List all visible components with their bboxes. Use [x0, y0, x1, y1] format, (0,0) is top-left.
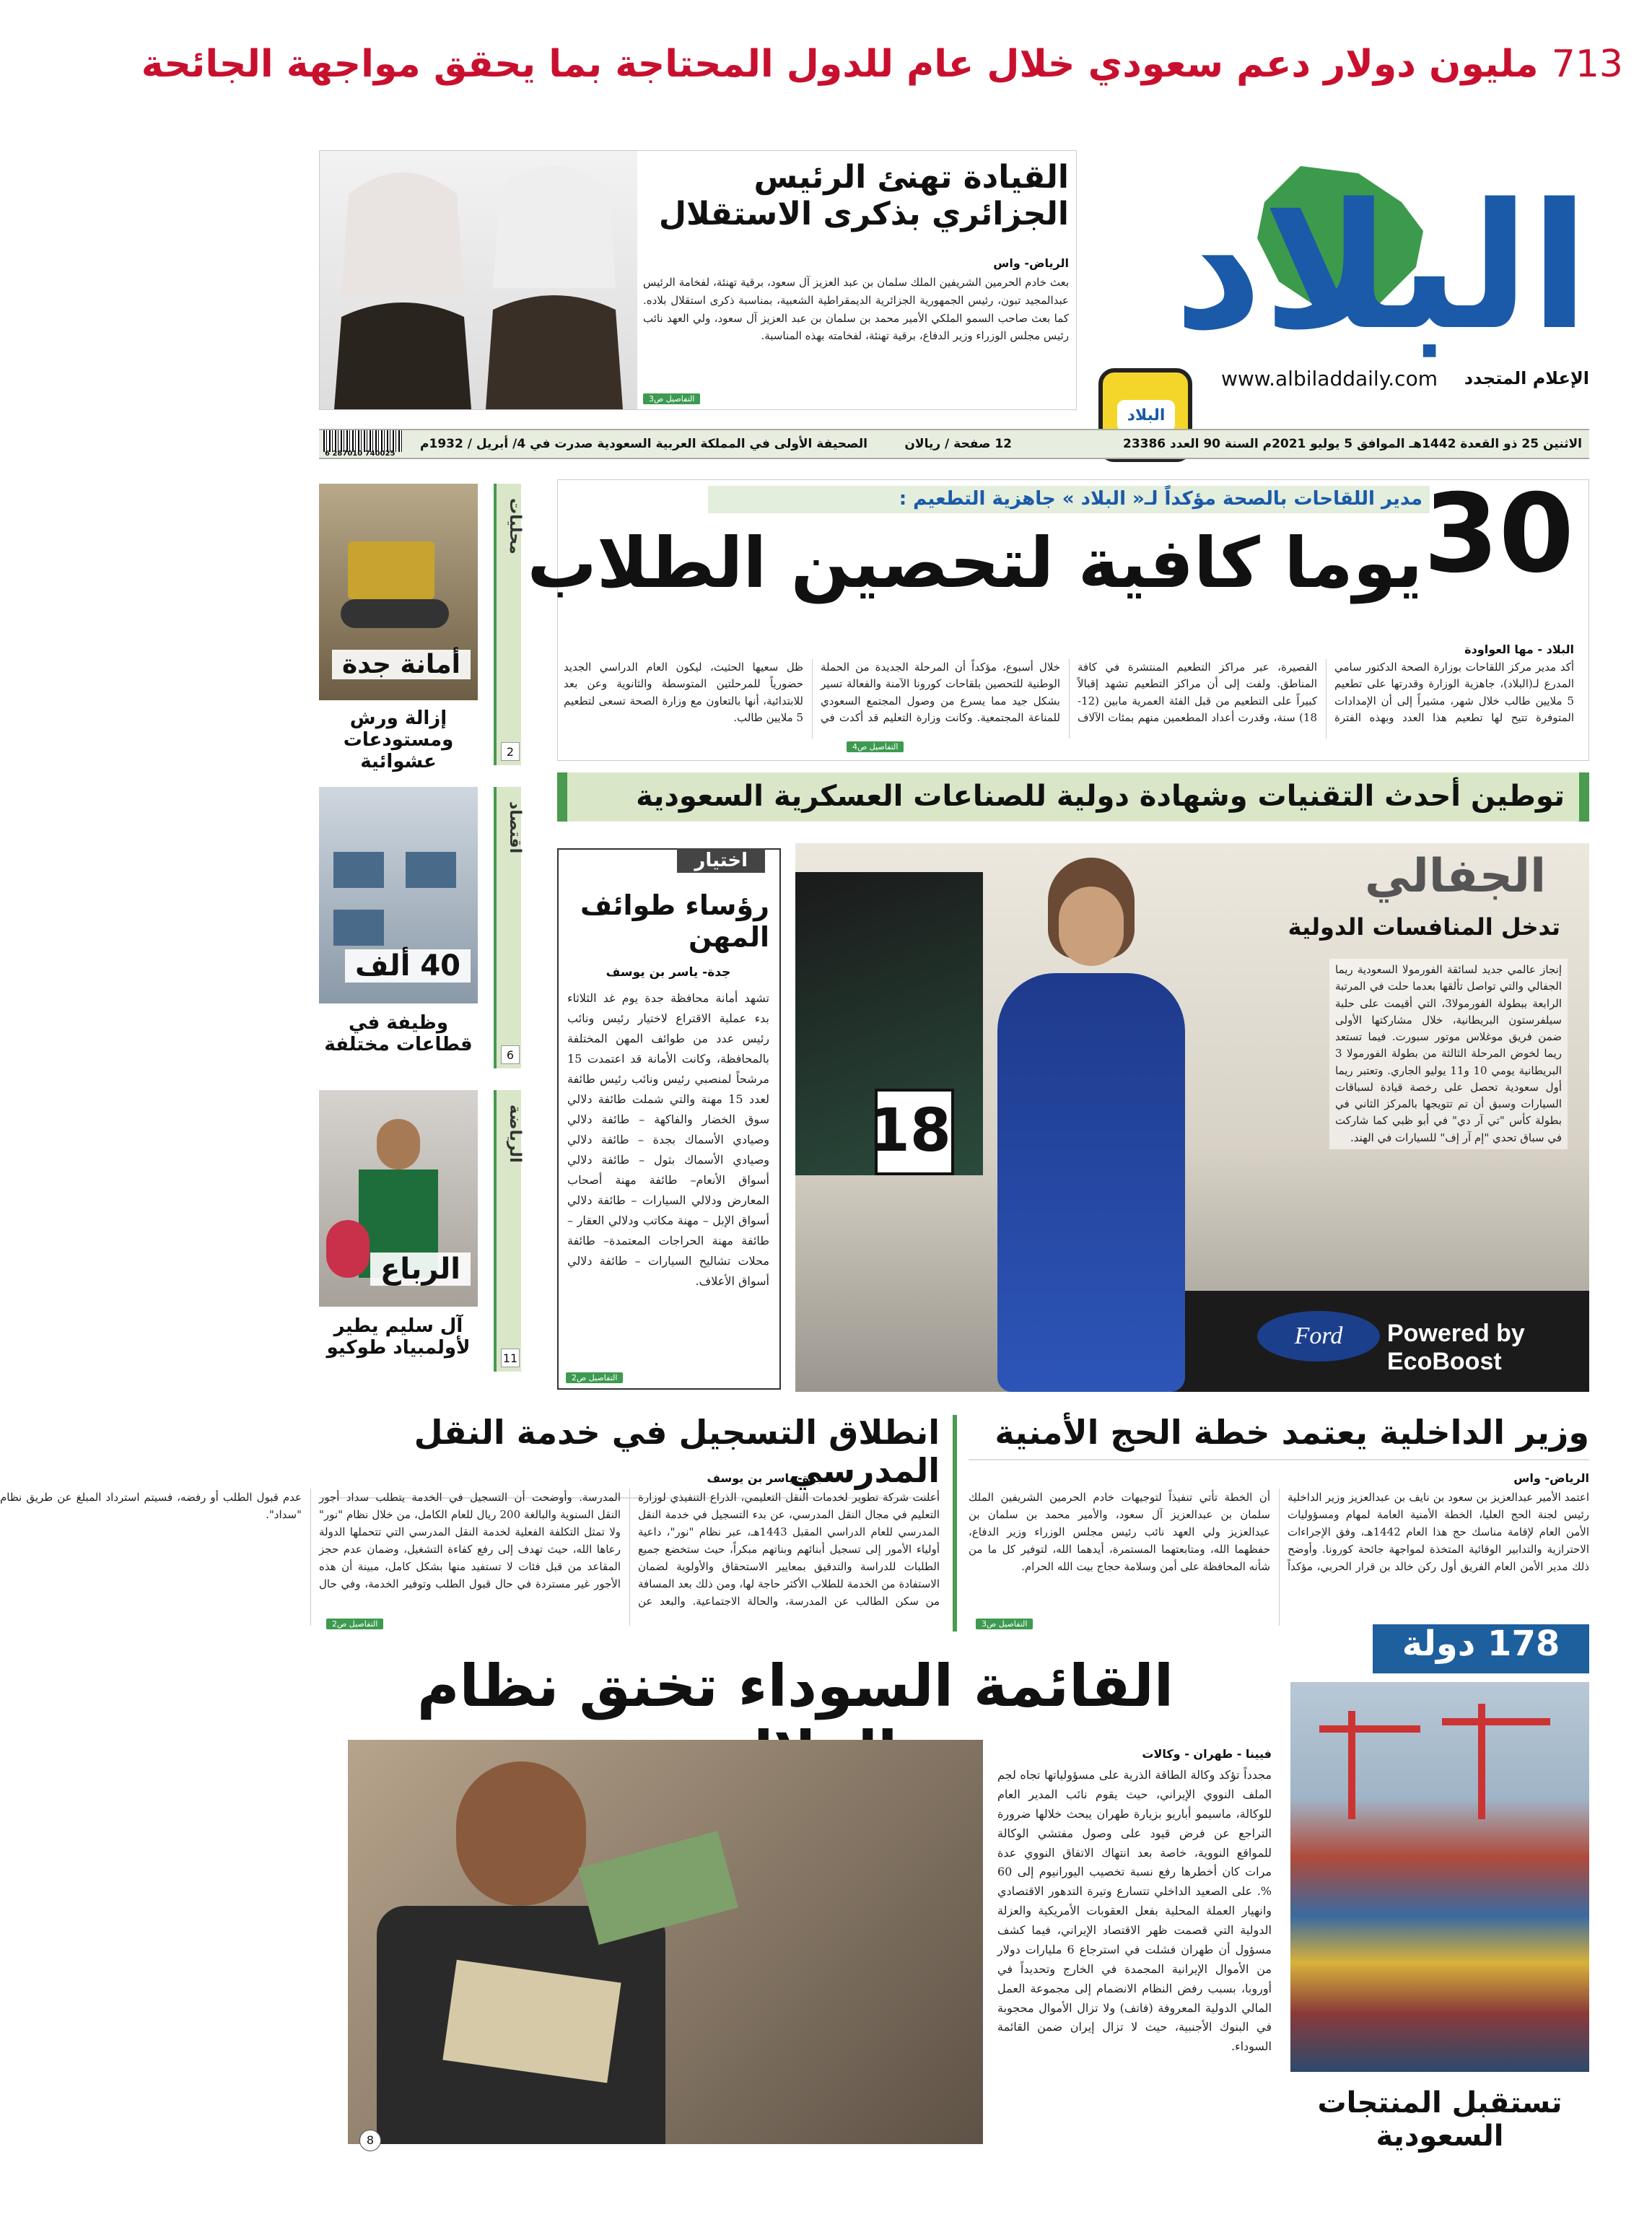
- section-tab-economy: [494, 787, 524, 1068]
- racer-feature: [795, 843, 1589, 1392]
- port-photo: [1290, 1682, 1589, 2072]
- hajj-story: [969, 1414, 1589, 1630]
- transport-story: [0, 1413, 940, 1630]
- exports-title: [1373, 1624, 1589, 1673]
- money-photo: [348, 1740, 983, 2144]
- teaser-overlay-local: أمانة جدة: [332, 650, 471, 679]
- teaser-local[interactable]: [319, 484, 524, 772]
- iran-page: 8: [359, 2130, 381, 2151]
- teaser-caption-sports: آل سليم يطير لأولمبياد طوكيو: [326, 1315, 471, 1359]
- election-headline: رؤساء طوائف المهن: [580, 889, 769, 953]
- exports-box: [1290, 1624, 1589, 2153]
- main-byline: البلاد - مها العواودة: [1464, 643, 1574, 656]
- election-tag: اختيار: [677, 848, 765, 873]
- main-more[interactable]: التفاصيل ص4: [847, 741, 904, 752]
- racer-headline: تدخل المنافسات الدولية: [1288, 913, 1560, 941]
- racer-name: الجفالي: [1365, 850, 1546, 903]
- transport-byline: جدة- ياسر بن يوسف: [707, 1471, 824, 1485]
- transport-headline: انطلاق التسجيل في خدمة النقل المدرسي: [319, 1414, 940, 1499]
- section-page-economy: 6: [501, 1045, 520, 1064]
- snap-label: البلاد: [1117, 400, 1175, 432]
- lead-top-story: [319, 150, 1077, 410]
- leaders-illustration: [320, 151, 637, 409]
- section-page-local: 2: [501, 742, 520, 761]
- section-page-sports: 11: [501, 1349, 520, 1367]
- main-headline: يوما كافية لتحصين الطلاب: [527, 523, 1422, 604]
- exports-title-text: 178 دولة: [1402, 1624, 1560, 1664]
- teaser-economy[interactable]: [319, 787, 524, 1076]
- top-banner-number: 713: [1551, 43, 1623, 86]
- election-more[interactable]: التفاصيل ص2: [566, 1372, 623, 1383]
- election-body: تشهد أمانة محافظة جدة يوم غد الثلاثاء بدء عملية الاقتراع لاختيار رئيس ونائب رئيس عدد من طوائف المهن المختلفة بالمحافظة، وكانت الأمانة قد اعتمدت 15 مرشحاً لمنصبي رئيس ونائب رئيس طائفة لعدد 15 مهنة والتي شملت طائفة دلالي سوق الخضار والفاكهة – طائفة دلالي وصيادي الأسماك بجدة – طائفة دلالي وصيادي الأسماك بثول – طائفة دلالي أسواق الأنعام– طائفة مهنة أصحاب المعارض ودلالي السيارات – طائفة دلالي أسواق الإبل – مهنة مكاتب ودلالي العقار – طائفة مهنة الحراجات المعتمدة– طائفة محلات تشاليح السيارات – طائفة دلالي أسواق الأعلاف.: [567, 991, 769, 1288]
- main-kicker: [708, 486, 1430, 513]
- masthead: [1098, 152, 1589, 440]
- hajj-more[interactable]: التفاصيل ص3: [976, 1619, 1033, 1629]
- transport-body: أعلنت شركة تطوير لخدمات النقل التعليمي، الذراع التنفيذي لوزارة التعليم في مجال النقل المدرسي، عن بدء التسجيل في خدمة النقل المدرسي للعام الدراسي المقبل 1443هـ، عبر نظام "نور"، داعية أولياء الأمور إلى تسجيل أبنائهم وبناتهم مبكراً، حيث ستخضع جميع الطلبات للدراسة والتدقيق بمعايير الاستحقاق والأولوية لضمان الاستفادة من الخدمة للطلاب الأكثر حاجة لها، ومن ذلك بعد المسافة من سكن الطالب عن المدرسة، والحالة الاجتماعية. والبعد عن المدرسة. وأوضحت أن التسجيل في الخدمة يتطلب سداد أجور النقل السنوية والبالغة 200 ريال للعام الكامل، من خلال نظام "نور" ولا تمثل التكلفة الفعلية لخدمة النقل المدرسي التي تتحملها الدولة رعاها الله، حيث تهدف إلى رفع كفاءة التشغيل، وضمان عدم حجز المقاعد من قبل فئات لا تستفيد منها بشكل كامل، مبينة أن هذه الأجور غير مستردة في حال قبول الطلب وتوفير الخدمة، وفي حال عدم قبول الطلب أو رفضه، فسيتم استرداد المبلغ عن طريق نظام "سداد".: [0, 1491, 940, 1608]
- website[interactable]: www.albiladdaily.com: [1220, 367, 1438, 391]
- transport-more[interactable]: التفاصيل ص2: [326, 1619, 383, 1629]
- leaders-photo: [320, 151, 637, 409]
- car-brand: Powered by EcoBoost: [1387, 1320, 1525, 1375]
- left-column: [319, 484, 524, 1365]
- main-number: 30: [1423, 471, 1574, 597]
- teaser-caption-economy: وظيفة في قطاعات مختلفة: [324, 1012, 473, 1055]
- exports-caption: تستقبل المنتجات السعودية: [1317, 2086, 1563, 2153]
- car-number: 18: [875, 1089, 954, 1175]
- founded-line: الصحيفة الأولى في المملكة العربية السعودية صدرت في 4/ أبريل / 1932م: [420, 437, 867, 451]
- teaser-sports[interactable]: [319, 1090, 524, 1379]
- ford-logo: Ford: [1257, 1311, 1380, 1362]
- center-divider: [953, 1415, 957, 1632]
- banner-strip: [557, 772, 1589, 822]
- teaser-overlay-sports: الرباع: [370, 1253, 471, 1286]
- tagline: الإعلام المتجدد: [1464, 368, 1589, 388]
- racer-body: إنجاز عالمي جديد لسائقة الفورمولا السعودية ريما الجفالي والتي تواصل تألقها بعدما حلت في المرتبة الرابعة ببطولة الفورمولا3، التي أقيمت على حلبة سيلفرستون البريطانية، خلال مشاركتها الأولى ضمن فريق موغلاس موتور سبورت. فيما تستعد ريما لخوض المرحلة الثالثة من بطولة الفورمولا 3 البريطانية يومي 10 و11 يوليو الجاري. وتعتبر ريما أول سعودية تحصل على رخصة قيادة لسباقات السيارات وسبق أن تم تتويجها بالمركز الثاني في بطولة كأس "تي آر دي" في أبو ظبي كما شاركت في سباق تحدي "إم آر إف" للسيارات في الهند.: [1329, 959, 1568, 1149]
- banner-strip-text: توطين أحدث التقنيات وشهادة دولية للصناعات العسكرية السعودية: [636, 780, 1565, 813]
- teaser-caption-local: إزالة ورش ومستودعات عشوائية: [343, 707, 454, 772]
- hajj-dateline: الرياض- واس: [1513, 1471, 1589, 1485]
- election-byline: جدة- ياسر بن يوسف: [606, 965, 731, 980]
- section-label-local: محليات: [506, 498, 524, 554]
- section-tab-local: [494, 484, 524, 765]
- iran-headline: القائمة السوداء تخنق نظام: [416, 1652, 1174, 1720]
- hajj-headline: وزير الداخلية يعتمد خطة الحج الأمنية: [969, 1414, 1589, 1460]
- iran-dateline: فيينا - طهران - وكالات: [1142, 1747, 1272, 1761]
- main-story: [527, 471, 1589, 761]
- issue-strip: [319, 429, 1589, 459]
- iran-body: مجدداً تؤكد وكالة الطاقة الذرية على مسؤولياتها تجاه لجم الملف النووي الإيراني، حيث يقوم نائب المدير العام للوكالة، ماسيمو أباريو بزيارة طهران يبحث خلالها ضرورة التراجع عن فرض قيود على وصول مفتشي الوكالة للمواقع النووية، خاصة بعد انتهاك الاتفاق النووي عدة مرات كان أخطرها رفع نسبة تخصيب اليورانيوم إلى 60 %. على الصعيد الداخلي تتسارع وتيرة التدهور الاقتصادي وانهيار العملة المحلية بفعل العقوبات الأمريكية والعزلة الدولية التي قصمت ظهر الاقتصاد الإيراني، فيما كشف مسؤول أن طهران فشلت في استرجاع 6 مليارات دولار من الأموال الإيرانية المجمدة في الخارج وتحديداً في أوروبا، بسبب رفض النظام الانضمام إلى مجموعة العمل المالي الدولية المعروفة (فاتف) ولا تزال الأموال محجوبة في البنوك الأجنبية، حيث لا تزال إيران ضمن القائمة السوداء.: [997, 1768, 1272, 2054]
- hajj-body: اعتمد الأمير عبدالعزيز بن سعود بن نايف بن عبدالعزيز وزير الداخلية رئيس لجنة الحج العليا، الخطة الأمنية العامة لمهام ومسؤوليات الأمن العام لإقامة مناسك حج هذا العام 1442هـ، وفق الإجراءات الاحترازية والتدابير الوقائية المتخذة لمواجهة جائحة كورونا. وأوضح ذلك مدير الأمن العام الفريق أول ركن خالد بن قرار الحربي، مؤكداً أن الخطة تأتي تنفيذاً لتوجيهات خادم الحرمين الشريفين الملك سلمان بن عبدالعزيز آل سعود، والأمير محمد بن سلمان بن عبدالعزيز ولي العهد نائب رئيس مجلس الوزراء وزير الدفاع، حفظهما الله، ومتابعتهما المستمرة، أيدهما الله، لتوفير كل ما من شأنه المحافظة على أمن وسلامة حجاج بيت الله الحرام.: [969, 1491, 1590, 1573]
- logo-text: البلاد: [1174, 166, 1589, 368]
- election-box: [557, 848, 781, 1390]
- iran-story: [319, 1653, 1272, 2159]
- lead-top-more[interactable]: التفاصيل ص3: [643, 393, 700, 404]
- barcode-digits: 6 287010 740025: [325, 450, 395, 458]
- top-banner: [141, 43, 1623, 101]
- section-label-sports: الرياضة: [506, 1105, 524, 1163]
- driver-figure: [983, 858, 1199, 1392]
- pages-price: 12 صفحة / ريالان: [904, 437, 1012, 451]
- section-label-economy: اقتصاد: [506, 801, 524, 854]
- barcode: [323, 430, 403, 452]
- section-tab-sports: [494, 1090, 524, 1372]
- lead-top-body: بعث خادم الحرمين الشريفين الملك سلمان بن عبد العزيز آل سعود، برقية تهنئة، لفخامة الرئيس عبدالمجيد تبون، رئيس الجمهورية الجزائرية الديمقراطية الشعبية، بمناسبة ذكرى استقلال بلاده. كما بعث صاحب السمو الملكي الأمير محمد بن سلمان بن عبد العزيز آل سعود، ولي العهد نائب رئيس مجلس الوزراء وزير الدفاع، برقية تهنئة، لفخامته بهذه المناسبة.: [643, 276, 1069, 343]
- teaser-overlay-economy: 40 ألف: [345, 949, 471, 983]
- main-kicker-text: مدير اللقاحات بالصحة مؤكداً لـ« البلاد » جاهزية التطعيم :: [899, 488, 1422, 510]
- lead-top-headline: القيادة تهنئ الرئيس الجزائري بذكرى الاستقلال: [658, 159, 1069, 232]
- issue-line: الاثنين 25 ذو القعدة 1442هـ الموافق 5 يوليو 2021م السنة 90 العدد 23386: [1122, 437, 1582, 451]
- top-banner-text: مليون دولار دعم سعودي خلال عام للدول المحتاجة بما يحقق مواجهة الجائحة: [141, 43, 1539, 86]
- main-body: أكد مدير مركز اللقاحات بوزارة الصحة الدكتور سامي المدرع لـ(البلاد)، جاهزية الوزارة وقدرتها على تطعيم 5 ملايين طالب خلال شهر، مشيراً إلى أن الإمدادات المتوفرة تتيح لها تطعيم هذا العدد وبهذه الفترة القصيرة، عبر مراكز التطعيم المنتشرة في كافة المناطق. ولفت إلى أن مراكز التطعيم تشهد إقبالاً كبيراً على التطعيم من قبل الفئة العمرية مابين (12-18) سنة، وقدرت أعداد المطعمين منهم بمئات الآلاف خلال أسبوع، مؤكداً أن المرحلة الجديدة من الحملة الوطنية للتحصين بلقاحات كورونا الآمنة والفعالة تسير بشكل جيد مما يسرع من وصول المجتمع السعودي للمناعة المجتمعية. وكانت وزارة التعليم قد أكدت في ظل سعيها الحثيث، ليكون العام الدراسي الجديد حضورياً للمرحلتين المتوسطة والثانوية وعن بعد للابتدائية، أنها بالتعاون مع وزارة الصحة تسعى لتطعيم 5 ملايين طالب.: [564, 661, 1574, 724]
- lead-top-dateline: الرياض- واس: [993, 256, 1069, 270]
